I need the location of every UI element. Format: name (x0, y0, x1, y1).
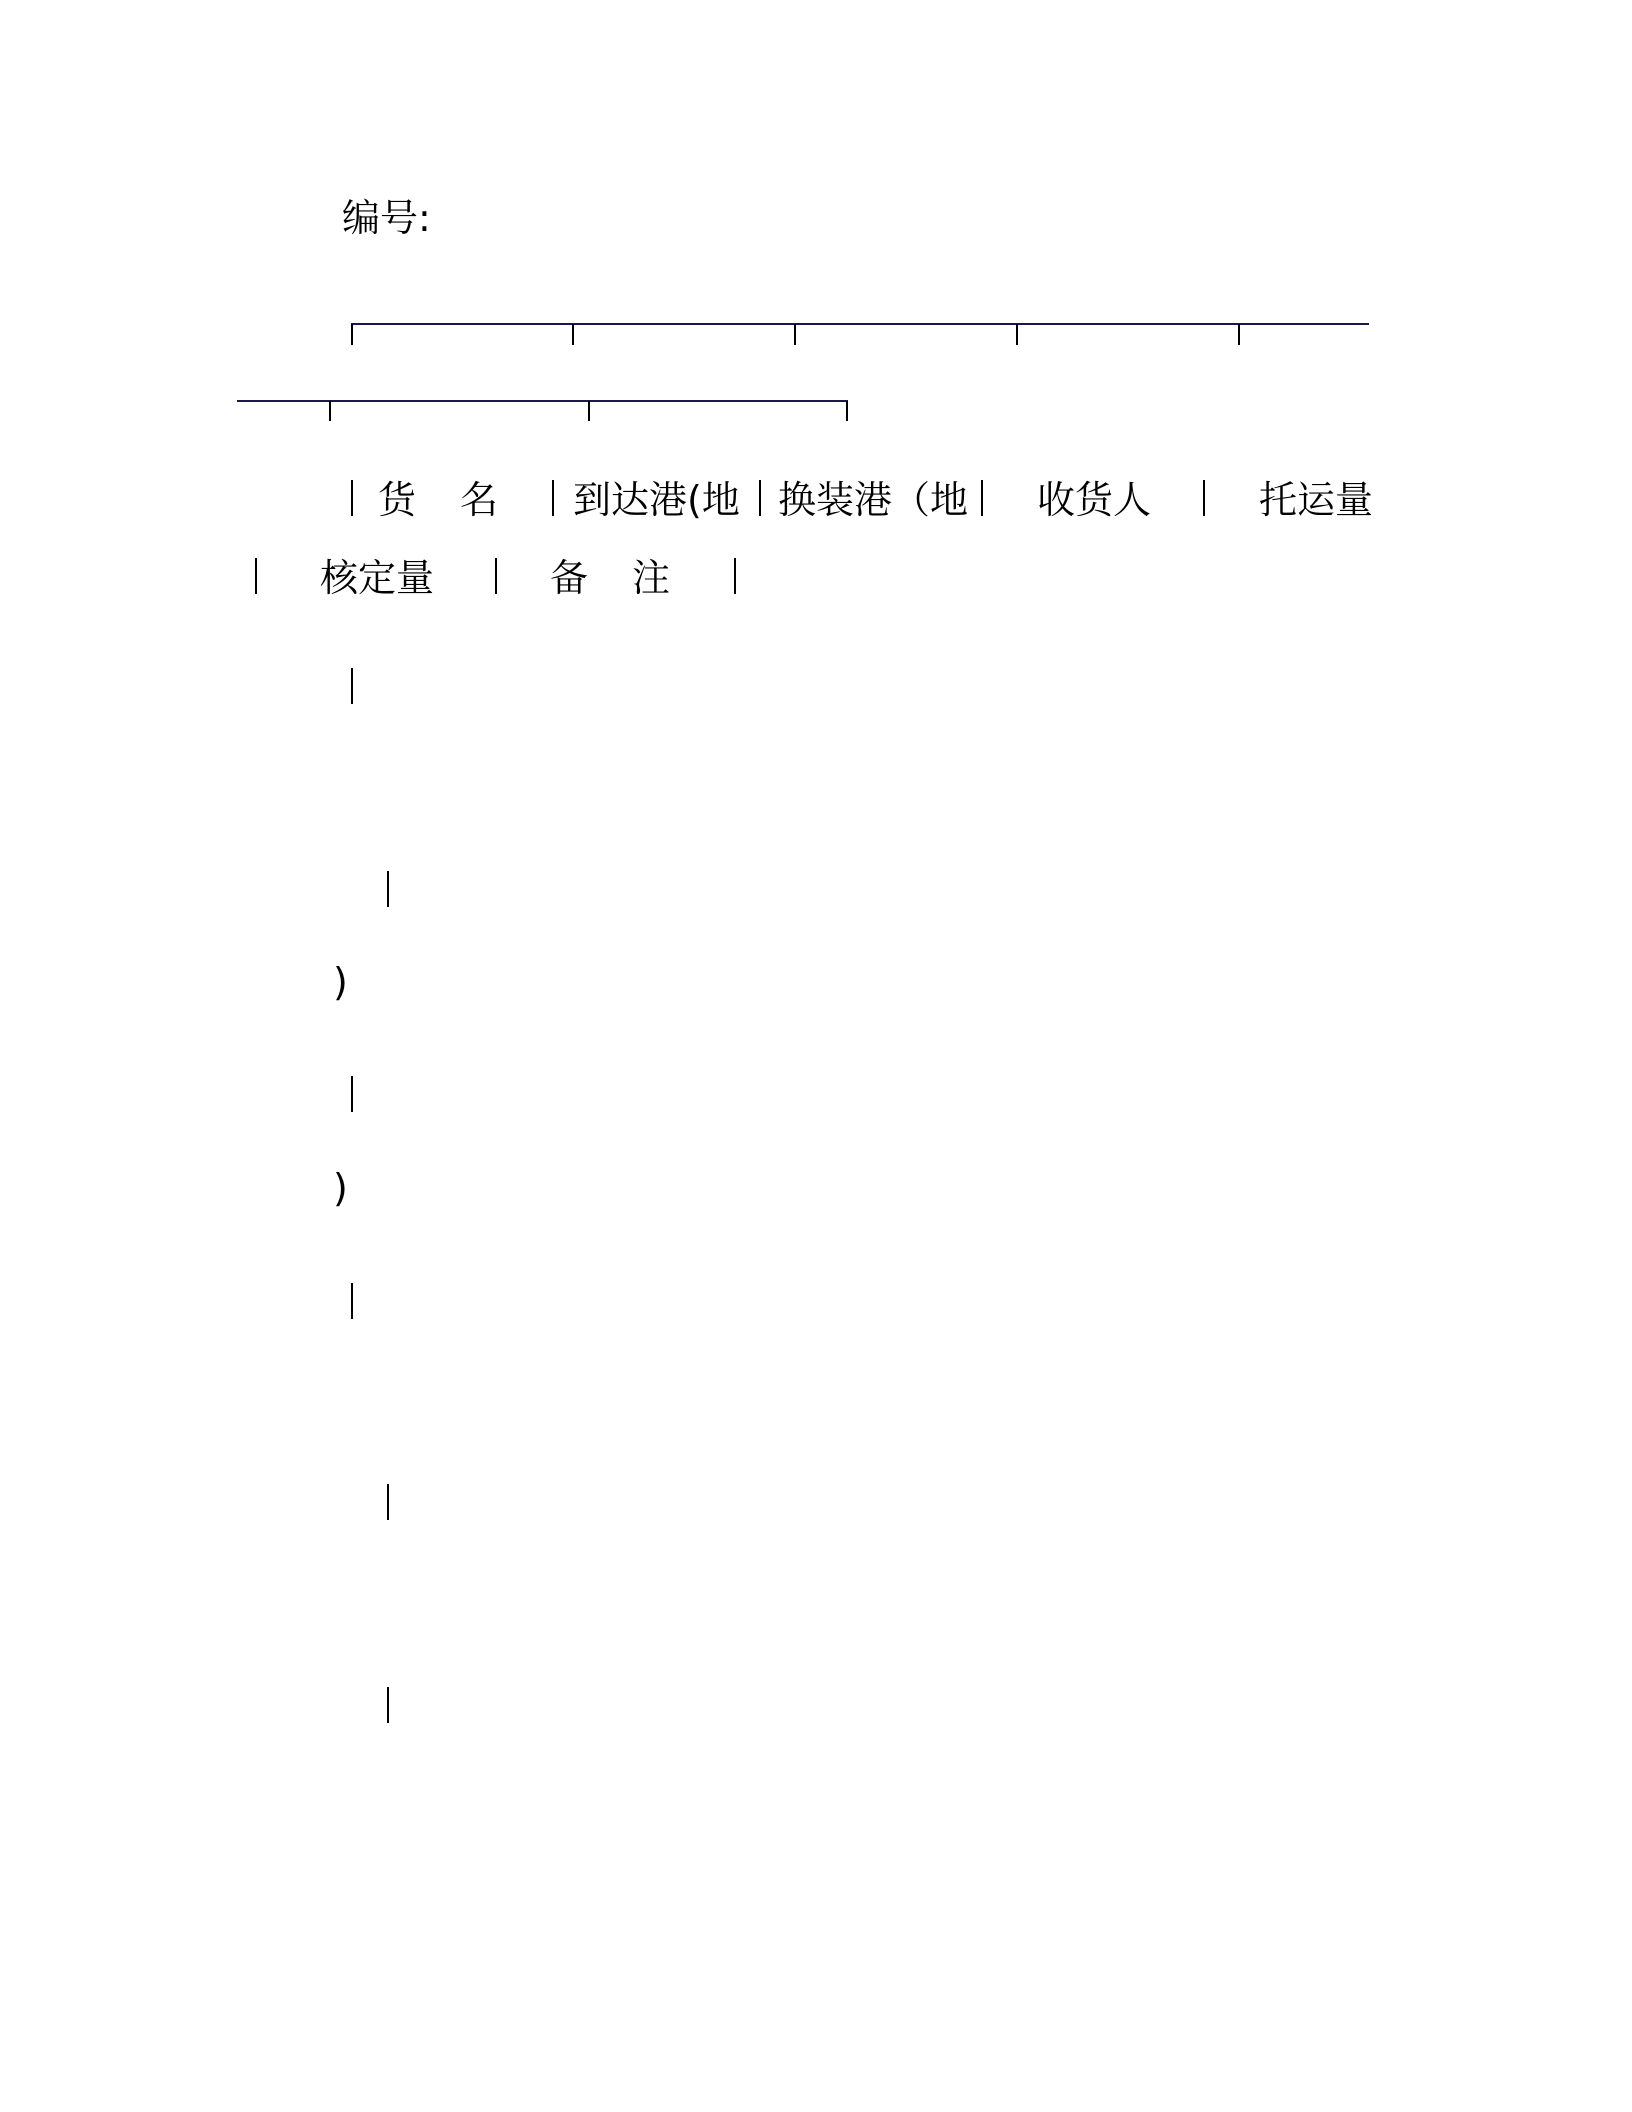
cell-divider (351, 1283, 353, 1319)
cell-divider (552, 480, 554, 516)
header-goods-name: 货名 (378, 478, 543, 522)
cell-divider (387, 871, 389, 907)
header-arrival-port: 到达港(地 (573, 478, 740, 522)
header-remarks: 备注 (550, 556, 715, 600)
cell-divider (495, 558, 497, 594)
cell-divider (351, 668, 353, 704)
document-number-label: 编号: (342, 196, 431, 240)
header-shipping-quantity: 托运量 (1259, 478, 1374, 522)
cell-divider (351, 1076, 353, 1112)
closing-parenthesis: ) (333, 960, 348, 1004)
cell-divider (981, 480, 983, 516)
header-consignee: 收货人 (1037, 478, 1152, 522)
cell-divider (387, 1484, 389, 1520)
header-verified-quantity: 核定量 (320, 556, 435, 600)
cell-divider (351, 480, 353, 516)
cell-divider (1203, 480, 1205, 516)
cell-divider (387, 1687, 389, 1723)
cell-divider (759, 480, 761, 516)
cell-divider (734, 558, 736, 594)
header-transship-port: 换装港（地 (778, 478, 969, 522)
cell-divider (255, 558, 257, 594)
closing-parenthesis: ) (333, 1166, 348, 1210)
